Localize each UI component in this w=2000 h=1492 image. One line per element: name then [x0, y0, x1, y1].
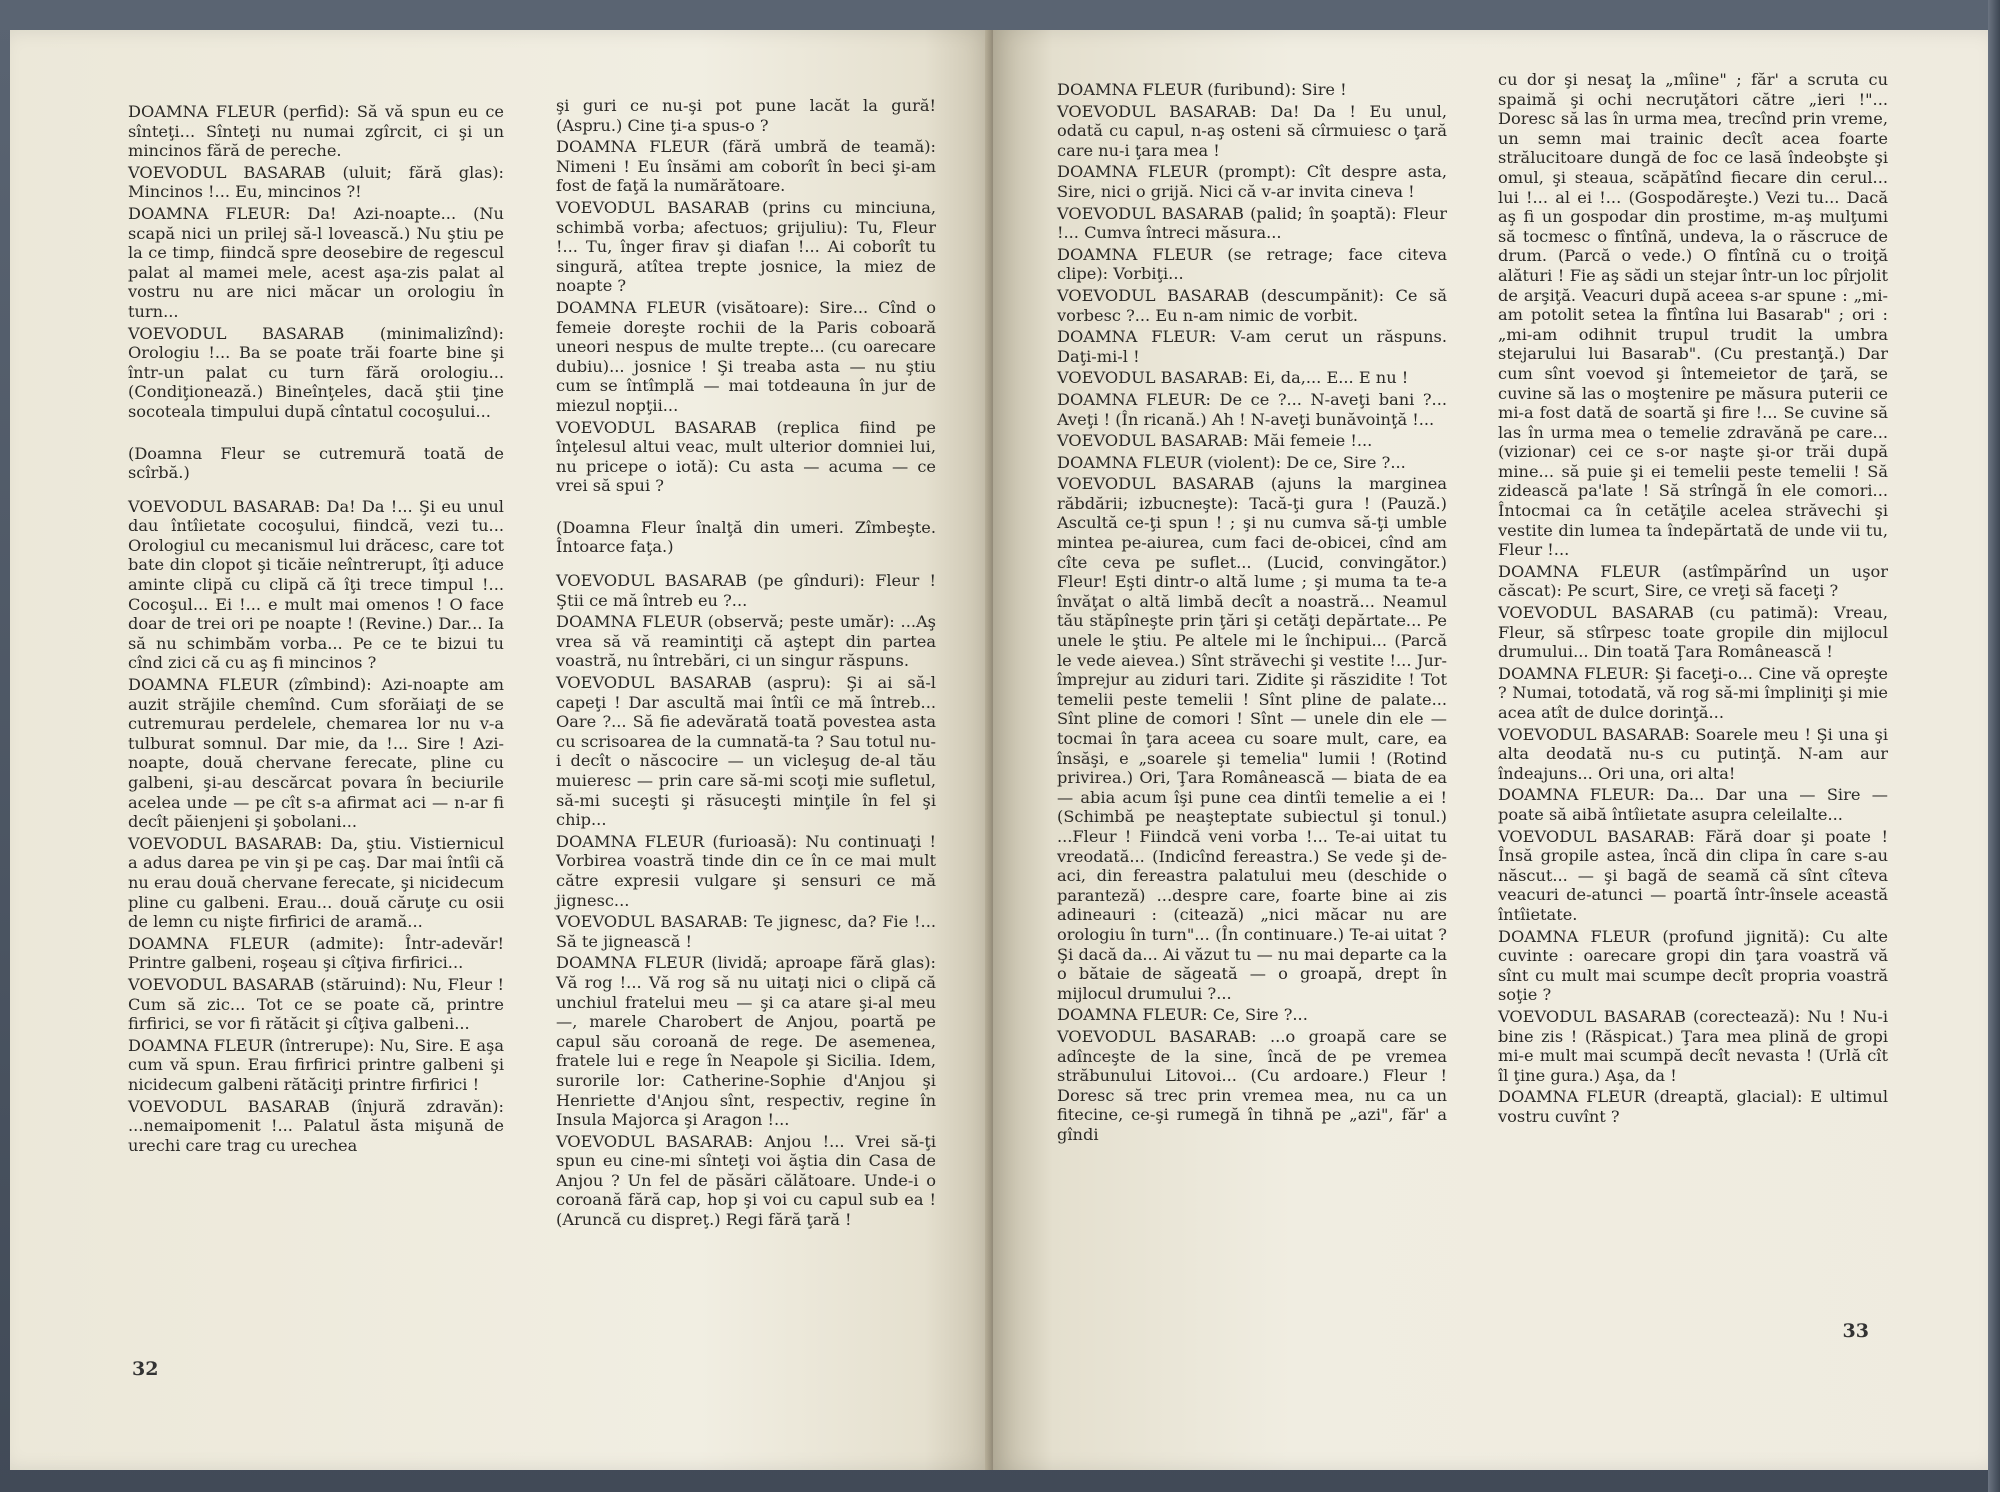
dialogue-paragraph: VOEVODUL BASARAB (palid; în şoaptă): Fleur !... Cumva întreci măsura... [1057, 203, 1447, 243]
dialogue-paragraph: DOAMNA FLEUR: Şi faceţi-o... Cine vă opreşte ? Numai, totodată, vă rog să-mi împliniţi şi mie acea atît de dulce dorinţă... [1498, 663, 1888, 722]
dialogue-paragraph: VOEVODUL BASARAB: Da, ştiu. Vistiernicul a adus darea pe vin şi pe caş. Dar mai întîi că nu erau două chervane ferecate, şi nicidecum pline cu galbeni. Erau... două căruţe cu osii de lemn cu nişte firfirici de aramă... [128, 833, 504, 932]
dialogue-paragraph: VOEVODUL BASARAB: Ei, da,... E... E nu ! [1057, 368, 1409, 388]
dialogue-paragraph: (Doamna Fleur înalţă din umeri. Zîmbeşte. Întoarce faţa.) [556, 517, 936, 557]
dialogue-paragraph: DOAMNA FLEUR (furioasă): Nu continuaţi ! Vorbirea voastră tinde din ce în ce mai mult către expresii vulgare şi sensuri ce mă jignesc... [556, 831, 936, 910]
dialogue-paragraph: DOAMNA FLEUR (admite): Într-adevăr! Printre galbeni, roşeau şi cîţiva firfirici... [128, 933, 504, 973]
dialogue-paragraph: VOEVODUL BASARAB: Fără doar şi poate ! Însă gropile astea, încă din clipa în care s-au născut... — şi bagă de seamă că sînt cîteva veacuri de-atunci — poartă într-însele această întîietate. [1498, 826, 1888, 924]
dialogue-paragraph: DOAMNA FLEUR: Da... Dar una — Sire — poate să aibă întîietate asupra celeilalte... [1498, 785, 1888, 824]
dialogue-paragraph: DOAMNA FLEUR: V-am cerut un răspuns. Daţi-mi-l ! [1057, 327, 1447, 366]
dialogue-paragraph: VOEVODUL BASARAB: Da! Da !... Şi eu unul dau întîietate cocoşului, fiindcă, vezi tu... Orologiul cu mecanismul lui drăcesc, care tot bate din clopot şi ticăie neîntrerupt, îţi aduce aminte clipă cu clipă că îţi trece timpul !... Cocoşul... Ei !... e mult mai omenos ! O face doar de trei ori pe noapte ! (Revine.) Dar... Ia să nu schimbăm vorba... Pe ce te bizui tu cînd zici că cu aş fi mincinos ? [128, 496, 504, 673]
dialogue-paragraph: VOEVODUL BASARAB: Da! Da ! Eu unul, odată cu capul, n-aş osteni să cîrmuiesc o ţară care nu-i ţara mea ! [1057, 101, 1447, 160]
dialogue-paragraph: VOEVODUL BASARAB (minimalizînd): Orologiu !... Ba se poate trăi foarte bine şi într-un palat cu turn fără orologiu... (Condiţionează.) Bineînţeles, dacă ştii ţine socoteala timpului după cîntatul cocoşului... [128, 323, 504, 421]
dialogue-paragraph: DOAMNA FLEUR: Ce, Sire ?... [1057, 1005, 1308, 1025]
dialogue-paragraph: DOAMNA FLEUR (se retrage; face citeva clipe): Vorbiţi... [1057, 244, 1447, 284]
dialogue-paragraph: DOAMNA FLEUR (observă; peste umăr): ...Aş vrea să vă reamintiţi că aştept din partea voastră, nu întrebări, ci un singur răspuns. [556, 612, 936, 671]
dialogue-paragraph: VOEVODUL BASARAB (descumpănit): Ce să vorbesc ?... Eu n-am nimic de vorbit. [1057, 285, 1447, 325]
dialogue-paragraph: DOAMNA FLEUR (violent): De ce, Sire ?... [1057, 452, 1406, 472]
right-page-column-1 [1057, 80, 1447, 1144]
dialogue-paragraph: VOEVODUL BASARAB: Anjou !... Vrei să-ţi spun eu cine-mi sînteţi voi ăştia din Casa de Anjou ? Un fel de păsări călătoare. Unde-i o coroană fără cap, hop şi voi cu capul sub ea ! (Aruncă cu dispreţ.) Regi fără ţară ! [556, 1131, 936, 1230]
book-edge [1988, 0, 2000, 1492]
dialogue-paragraph: DOAMNA FLEUR (astîmpărînd un uşor căscat): Pe scurt, Sire, ce vreţi să faceţi ? [1498, 561, 1888, 601]
right-page [993, 30, 1989, 1470]
dialogue-paragraph: VOEVODUL BASARAB (corectează): Nu ! Nu-i bine zis ! (Răspicat.) Ţara mea plină de gropi mi-e mult mai scumpă decît nevasta ! (Urlă cît îl ţine gura.) Aşa, da ! [1498, 1006, 1888, 1085]
dialogue-paragraph: DOAMNA FLEUR: De ce ?... N-aveţi bani ?... Aveţi ! (În ricană.) Ah ! N-aveţi bunăvoinţă !... [1057, 389, 1447, 429]
dialogue-paragraph: VOEVODUL BASARAB (stăruind): Nu, Fleur ! Cum să zic... Tot ce se poate că, printre firfirici, se vor fi rătăcit şi cîţiva galbeni... [128, 974, 504, 1034]
dialogue-paragraph: DOAMNA FLEUR (visătoare): Sire... Cînd o femeie doreşte rochii de la Paris coboară uneori nespus de multe trepte... (cu oarecare dubiu)... josnice ! Şi treaba asta — nu ştiu cum se întîmplă — mai totdeauna în jur de miezul nopţii... [556, 297, 936, 415]
dialogue-paragraph: DOAMNA FLEUR (profund jignită): Cu alte cuvinte : oarecare gropi din ţara voastră vă sînt cu mult mai scumpe decît propria voastră soţie ? [1498, 926, 1888, 1005]
dialogue-paragraph: şi guri ce nu-şi pot pune lacăt la gură! (Aspru.) Cine ţi-a spus-o ? [556, 96, 936, 135]
dialogue-paragraph: DOAMNA FLEUR (fără umbră de teamă): Nimeni ! Eu însămi am coborît în beci şi-am fost de faţă la numărătoare. [556, 137, 936, 196]
dialogue-paragraph: DOAMNA FLEUR (prompt): Cît despre asta, Sire, nici o grijă. Nici că v-ar invita cineva ! [1057, 162, 1447, 201]
dialogue-paragraph: VOEVODUL BASARAB (replica fiind pe înţelesul altui veac, mult ulterior domniei lui, nu pricepe o iotă): Cu asta — acuma — ce vrei să spui ? [556, 417, 936, 496]
dialogue-paragraph: DOAMNA FLEUR (întrerupe): Nu, Sire. E aşa cum vă spun. Erau firfirici printre galbeni şi nicidecum galbeni rătăciţi printre firfirici ! [128, 1035, 504, 1094]
dialogue-paragraph: DOAMNA FLEUR (lividă; aproape fără glas): Vă rog !... Vă rog să nu uitaţi nici o clipă că unchiul fratelui meu — şi ca atare şi-al meu —, marele Charobert de Anjou, poartă pe capul său coroană de rege. De asemenea, fratele lui e rege în Neapole şi Sicilia. Idem, surorile lor: Catherine-Sophie d'Anjou şi Henriette d'Anjou sînt, respectiv, regine în Insula Majorca şi Aragon !... [556, 953, 936, 1130]
dialogue-paragraph: (Doamna Fleur se cutremură toată de scîrbă.) [128, 443, 504, 483]
dialogue-paragraph: VOEVODUL BASARAB (înjură zdravăn): ...nemaipomenit !... Palatul ăsta mişună de urechi care trag cu urechea [128, 1096, 504, 1155]
left-page-column-1 [128, 102, 504, 1155]
dialogue-paragraph: VOEVODUL BASARAB (prins cu minciuna, schimbă vorba; afectuos; grijuliu): Tu, Fleur !... Tu, înger firav şi diafan !... Ai coborît tu singură, atîtea trepte josnice, la miez de noapte ? [556, 197, 936, 296]
dialogue-paragraph: VOEVODUL BASARAB: Măi femeie !... [1057, 431, 1373, 451]
dialogue-paragraph: VOEVODUL BASARAB: ...o groapă care se adînceşte de la sine, încă de pe vremea străbunului Litovoi... (Cu ardoare.) Fleur ! Doresc să trec prin vremea mea, nu ca un fitecine, ce-şi rumegă în tihnă pe „azi", făr' a gîndi [1057, 1026, 1447, 1144]
left-page-column-2 [556, 96, 936, 1230]
dialogue-paragraph: VOEVODUL BASARAB (uluit; fără glas): Mincinos !... Eu, mincinos ?! [128, 162, 504, 202]
dialogue-paragraph: VOEVODUL BASARAB (cu patimă): Vreau, Fleur, să stîrpesc toate gropile din mijlocul drumului... Din toată Ţara Românească ! [1498, 603, 1888, 662]
dialogue-paragraph: DOAMNA FLEUR (zîmbind): Azi-noapte am auzit străjile chemînd. Cum sforăiaţi de se cutremurau perdelele, chemarea lor nu v-a tulburat somnul. Dar mie, da !... Sire ! Azi-noapte, două chervane ferecate, pline cu galbeni, şi-au descărcat povara în beciurile acelea unde — pe cît s-a afirmat aci — n-ar fi decît păienjeni şi şobolani... [128, 675, 504, 832]
right-page-column-2 [1498, 70, 1888, 1126]
dialogue-paragraph: DOAMNA FLEUR: Da! Azi-noapte... (Nu scapă nici un prilej să-l lovească.) Nu ştiu pe la ce timp, fiindcă spre deosebire de regescul palat al mamei mele, acest aşa-zis palat al vostru nu are nici măcar un orologiu în turn... [128, 203, 504, 321]
right-page-number: 33 [1842, 1320, 1869, 1342]
dialogue-paragraph: VOEVODUL BASARAB (aspru): Şi ai să-l capeţi ! Dar ascultă mai întîi ce mă întreb... Oare ?... Să fie adevărată toată povestea asta cu scrisoarea de la cumnată-ta ? Sau totul nu-i decît o născocire — un vicleşug de-al tău muieresc — prin care să-mi scoţi mie sufletul, să-mi suceşti şi răsuceşti minţile în fel şi chip... [556, 673, 936, 830]
dialogue-paragraph: DOAMNA FLEUR (furibund): Sire ! [1057, 80, 1347, 99]
dialogue-paragraph: DOAMNA FLEUR (dreaptă, glacial): E ultimul vostru cuvînt ? [1498, 1087, 1888, 1126]
dialogue-paragraph: VOEVODUL BASARAB: Soarele meu ! Şi una şi alta deodată nu-s cu putinţă. N-am aur îndeajuns... Ori una, ori alta! [1498, 724, 1888, 783]
dialogue-paragraph: VOEVODUL BASARAB (ajuns la marginea răbdării; izbucneşte): Tacă-ţi gura ! (Pauză.) Ascultă ce-ţi spun ! ; şi nu cumva să-ţi umble mintea pe-aiurea, cum faci de-obicei, cînd am cîte ceva pe suflet... (Lucid, convingător.) Fleur! Eşti dintr-o altă lume ; şi muma ta te-a învăţat o altă limbă decît a noastră... Neamul tău stăpîneşte prin ţări şi cetăţi depărtate... Pe unele le ştiu. Pe altele mi le închipui... (Parcă le vede aievea.) Sînt străvechi şi vestite !... Jur-împrejur au ziduri tari. Zidite şi răszidite ! Tot temelii peste temelii ! Sînt pline de palate... Sînt pline de comori ! Sînt — unele din ele — tocmai în ţara aceea cu soare mult, care, ea însăşi, e „soarele şi temelia" lumii ! (Rotind privirea.) Ori, Ţara Românească — biata de ea — abia acum îşi pune cea dintîi temelie a ei ! (Schimbă pe neaşteptate subiectul şi tonul.) ...Fleur ! Fiindcă veni vorba !... Te-ai uitat tu vreodată... (Indicînd fereastra.) Se vede şi de-aci, din fereastra palatului meu (deschide o paranteză) ...despre care, foarte bine ai zis adineauri : (citează) „nici măcar nu are orologiu în turn"... (În continuare.) Te-ai uitat ? Şi dacă da... Ai văzut tu — nu mai departe ca la o bătaie de săgeată — o groapă, drept în mijlocul drumului ?... [1057, 474, 1447, 1003]
left-page-number: 32 [132, 1358, 159, 1380]
dialogue-paragraph: VOEVODUL BASARAB: Te jignesc, da? Fie !... Să te jignească ! [556, 912, 936, 951]
left-page [10, 30, 993, 1470]
dialogue-paragraph: DOAMNA FLEUR (perfid): Să vă spun eu ce sînteţi... Sînteţi nu numai zgîrcit, ci şi un mincinos fără de pereche. [128, 102, 504, 161]
dialogue-paragraph: VOEVODUL BASARAB (pe gînduri): Fleur ! Ştii ce mă întreb eu ?... [556, 571, 936, 610]
dialogue-paragraph: cu dor şi nesaţ la „mîine" ; făr' a scruta cu spaimă şi ochi necruţători către „ieri !"... Doresc să las în urma mea, trecînd prin vreme, un semn mai trainic decît acea foarte strălucitoare dungă de foc ce lasă îndeobşte şi omul, şi steaua, scăpătînd fiecare din cerul... lui !... al ei !... (Gospodăreşte.) Vezi tu... Dacă aş fi un gospodar din prostime, m-aş mulţumi să tocmesc o fîntînă, undeva, la o răscruce de drum. (Parcă o vede.) O fîntînă cu o troiţă alături ! Fie aş sădi un stejar într-un loc pîrjolit de arşiţă. Veacuri după aceea s-ar spune : „mi-am potolit setea la fîntîna lui Basarab" ; ori : „mi-am odihnit trupul trudit la umbra stejarului lui Basarab". (Cu prestanţă.) Dar cum sînt voevod şi întemeietor de ţară, se cuvine să las o moştenire pe măsura puterii ce mi-a fost dată de soartă şi fire !... Se cuvine să las în urma mea o temelie zdravănă pe care... (vizionar) cei ce s-or naşte şi-or trăi după mine... să puie şi ei temelii peste temelii ! Să zidească pa'late ! Să strîngă în ele comori... Întocmai ca în cetăţile acelea străvechi şi vestite din lumea ta îndepărtată de unde vii tu, Fleur !... [1498, 70, 1888, 560]
